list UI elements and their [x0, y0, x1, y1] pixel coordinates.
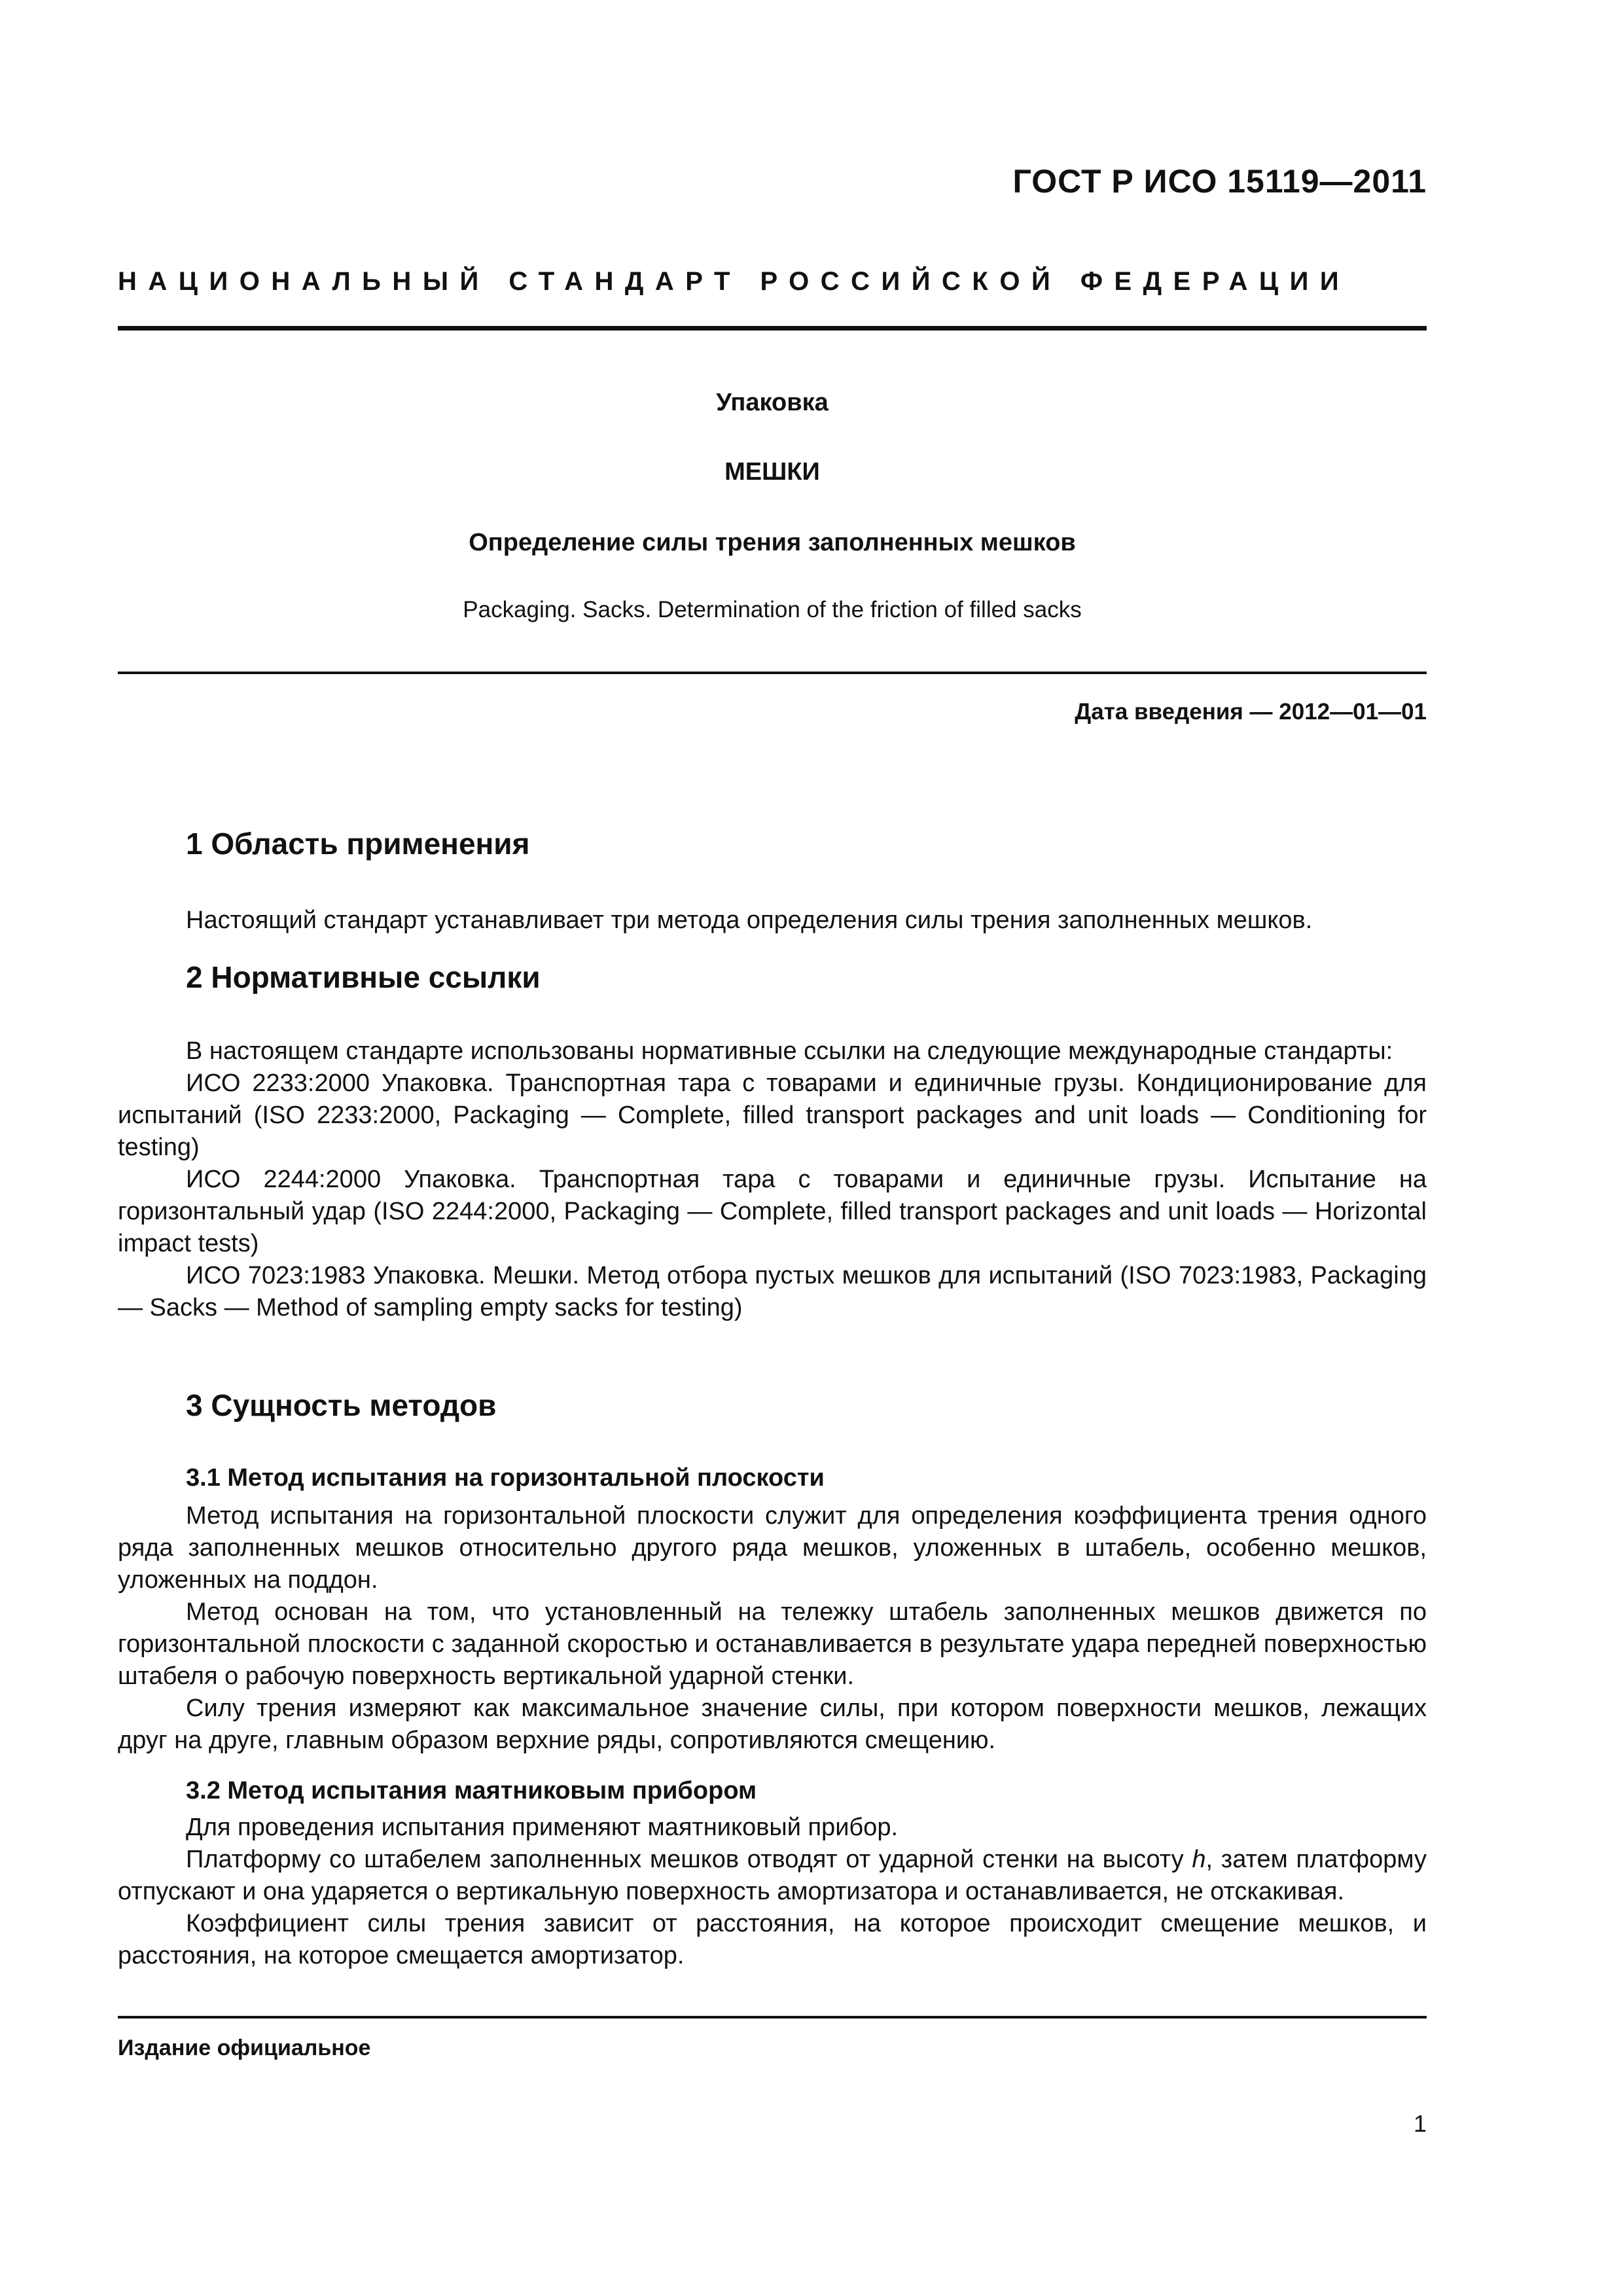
subsection-3-1-paragraph-2: Метод основан на том, что установленный на тележку штабель заполненных мешков движется по горизонтальной плоскости с заданной скоростью и останавливается в результате удара передней поверхностью штабеля о рабочую поверхность вертикальной ударной стенки.	[118, 1598, 1427, 1690]
footer-divider	[118, 2016, 1427, 2018]
section-2-heading: 2 Нормативные ссылки	[186, 960, 541, 994]
subsection-3-2-paragraph-1: Для проведения испытания применяют маятниковый прибор.	[186, 1814, 899, 1841]
reference-iso-7023: ИСО 7023:1983 Упаковка. Мешки. Метод отбора пустых мешков для испытаний (ISO 7023:1983, Packaging — Sacks — Method of sampling empty sacks for testing)	[118, 1262, 1427, 1321]
subsection-3-2-heading: 3.2 Метод испытания маятниковым прибором	[186, 1777, 757, 1804]
reference-iso-2233: ИСО 2233:2000 Упаковка. Транспортная тара с товарами и единичные грузы. Кондиционирование для испытаний (ISO 2233:2000, Packaging — Complete, filled transport packages and unit loads — Conditioning for testing)	[118, 1069, 1427, 1161]
subsection-3-1-paragraph-3: Силу трения измеряют как максимальное значение силы, при котором поверхности мешков, лежащих друг на друге, главным образом верхние ряды, сопротивляются смещению.	[118, 1695, 1427, 1754]
section-1-body	[118, 905, 1427, 937]
header-divider	[118, 326, 1427, 331]
height-variable: h	[1192, 1846, 1206, 1873]
reference-iso-2244: ИСО 2244:2000 Упаковка. Транспортная тара с товарами и единичные грузы. Испытание на горизонтальный удар (ISO 2244:2000, Packaging — Complete, filled transport packages and unit loads — Horizontal impact tests)	[118, 1166, 1427, 1257]
title-divider	[118, 672, 1427, 674]
paragraph-text: Платформу со штабелем заполненных мешков отводят от ударной стенки на высоту	[186, 1846, 1192, 1873]
subsection-3-1-heading: 3.1 Метод испытания на горизонтальной плоскости	[186, 1464, 825, 1492]
date-of-introduction: Дата введения — 2012—01—01	[1075, 699, 1427, 725]
title-english: Packaging. Sacks. Determination of the friction of filled sacks	[463, 597, 1082, 622]
title-subtitle: Определение силы трения заполненных мешков	[469, 529, 1076, 556]
national-standard-banner: НАЦИОНАЛЬНЫЙ СТАНДАРТ РОССИЙСКОЙ ФЕДЕРАЦИИ	[118, 267, 1351, 296]
subsection-3-1-body	[118, 1500, 1427, 1757]
gost-number: ГОСТ Р ИСО 15119—2011	[1012, 163, 1427, 200]
subsection-3-2-paragraph-2	[118, 1844, 1427, 1908]
subsection-3-2-paragraph-3: Коэффициент силы трения зависит от расстояния, на которое происходит смещение мешков, и расстояния, на которое смещается амортизатор.	[118, 1910, 1427, 1969]
subsection-3-2-body	[118, 1812, 1427, 1972]
section-1-heading: 1 Область применения	[186, 827, 530, 861]
section-2-body	[118, 1035, 1427, 1324]
section-1-paragraph: Настоящий стандарт устанавливает три метода определения силы трения заполненных мешков.	[186, 906, 1313, 934]
paragraph-text: , затем платформу отпускают и она ударяется о вертикальную поверхность амортизатора и останавливается, не отскакивая.	[118, 1846, 1427, 1905]
section-3-heading: 3 Сущность методов	[186, 1388, 497, 1422]
page-number: 1	[1413, 2110, 1427, 2137]
subsection-3-1-paragraph-1: Метод испытания на горизонтальной плоскости служит для определения коэффициента трения одного ряда заполненных мешков относительно другого ряда мешков, уложенных в штабель, особенно мешков, уложенных на поддон.	[118, 1502, 1427, 1594]
edition-label: Издание официальное	[118, 2036, 371, 2060]
section-2-intro: В настоящем стандарте использованы нормативные ссылки на следующие международные стандарты:	[186, 1037, 1393, 1065]
title-name: МЕШКИ	[724, 458, 820, 486]
title-category: Упаковка	[716, 389, 829, 416]
